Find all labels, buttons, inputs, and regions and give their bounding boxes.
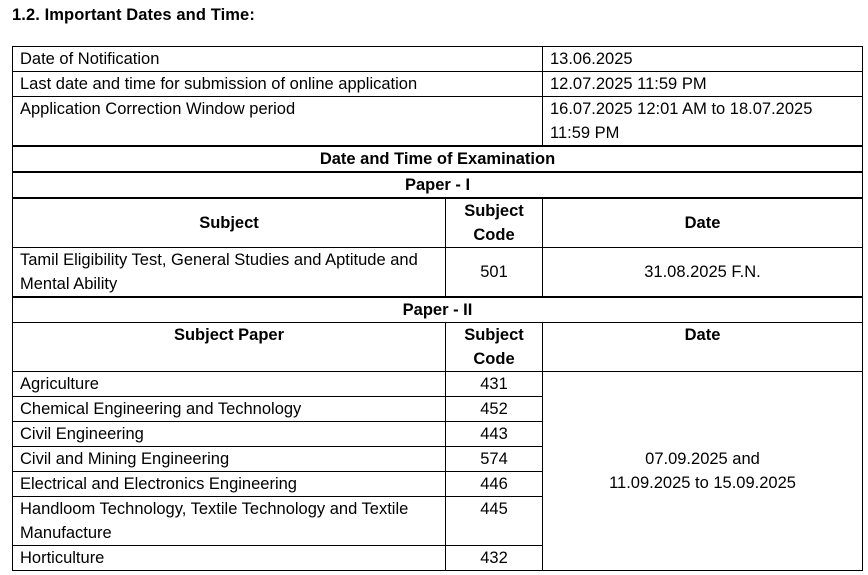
paper1-date: 31.08.2025 F.N. bbox=[543, 248, 863, 298]
paper1-title: Paper - I bbox=[13, 172, 863, 198]
paper2-subject: Chemical Engineering and Technology bbox=[13, 397, 446, 422]
paper1-header-date: Date bbox=[543, 198, 863, 248]
exam-title-row bbox=[13, 146, 863, 172]
info-value: 16.07.2025 12:01 AM to 18.07.2025 11:59 PM bbox=[543, 97, 863, 147]
paper2-code: 443 bbox=[446, 422, 543, 447]
paper2-header-code: Subject Code bbox=[446, 323, 543, 372]
paper2-date-cell bbox=[543, 372, 863, 571]
paper2-header-date: Date bbox=[543, 323, 863, 372]
paper2-code: 431 bbox=[446, 372, 543, 397]
paper1-header-subject: Subject bbox=[13, 198, 446, 248]
info-row-correction-window bbox=[13, 97, 863, 147]
paper1-subject: Tamil Eligibility Test, General Studies and Aptitude and Mental Ability bbox=[13, 248, 446, 298]
paper2-date-line2: 11.09.2025 to 15.09.2025 bbox=[609, 474, 796, 492]
paper2-subject: Agriculture bbox=[13, 372, 446, 397]
paper1-title-row bbox=[13, 172, 863, 198]
exam-title: Date and Time of Examination bbox=[13, 146, 863, 172]
important-dates-table bbox=[12, 46, 863, 571]
paper2-row bbox=[13, 372, 863, 397]
info-label: Last date and time for submission of online application bbox=[13, 72, 543, 97]
info-label: Date of Notification bbox=[13, 47, 543, 72]
paper2-code: 452 bbox=[446, 397, 543, 422]
paper1-header-code: Subject Code bbox=[446, 198, 543, 248]
paper2-subject: Electrical and Electronics Engineering bbox=[13, 472, 446, 497]
paper2-title-row bbox=[13, 297, 863, 323]
info-label: Application Correction Window period bbox=[13, 97, 543, 147]
paper1-header-row bbox=[13, 198, 863, 248]
paper2-subject: Handloom Technology, Textile Technology and Textile Manufacture bbox=[13, 497, 446, 546]
paper2-code: 445 bbox=[446, 497, 543, 546]
info-row-notification bbox=[13, 47, 863, 72]
paper2-code: 432 bbox=[446, 546, 543, 571]
info-value: 13.06.2025 bbox=[543, 47, 863, 72]
paper2-code: 446 bbox=[446, 472, 543, 497]
paper2-subject: Civil Engineering bbox=[13, 422, 446, 447]
section-heading: 1.2. Important Dates and Time: bbox=[12, 6, 255, 24]
paper2-title: Paper - II bbox=[13, 297, 863, 323]
paper1-code: 501 bbox=[446, 248, 543, 298]
paper2-header-subject: Subject Paper bbox=[13, 323, 446, 372]
paper2-subject: Civil and Mining Engineering bbox=[13, 447, 446, 472]
paper2-date-line1: 07.09.2025 and bbox=[645, 450, 760, 468]
paper1-row bbox=[13, 248, 863, 298]
paper2-subject: Horticulture bbox=[13, 546, 446, 571]
info-value: 12.07.2025 11:59 PM bbox=[543, 72, 863, 97]
info-row-submission bbox=[13, 72, 863, 97]
paper2-header-row bbox=[13, 323, 863, 372]
paper2-code: 574 bbox=[446, 447, 543, 472]
